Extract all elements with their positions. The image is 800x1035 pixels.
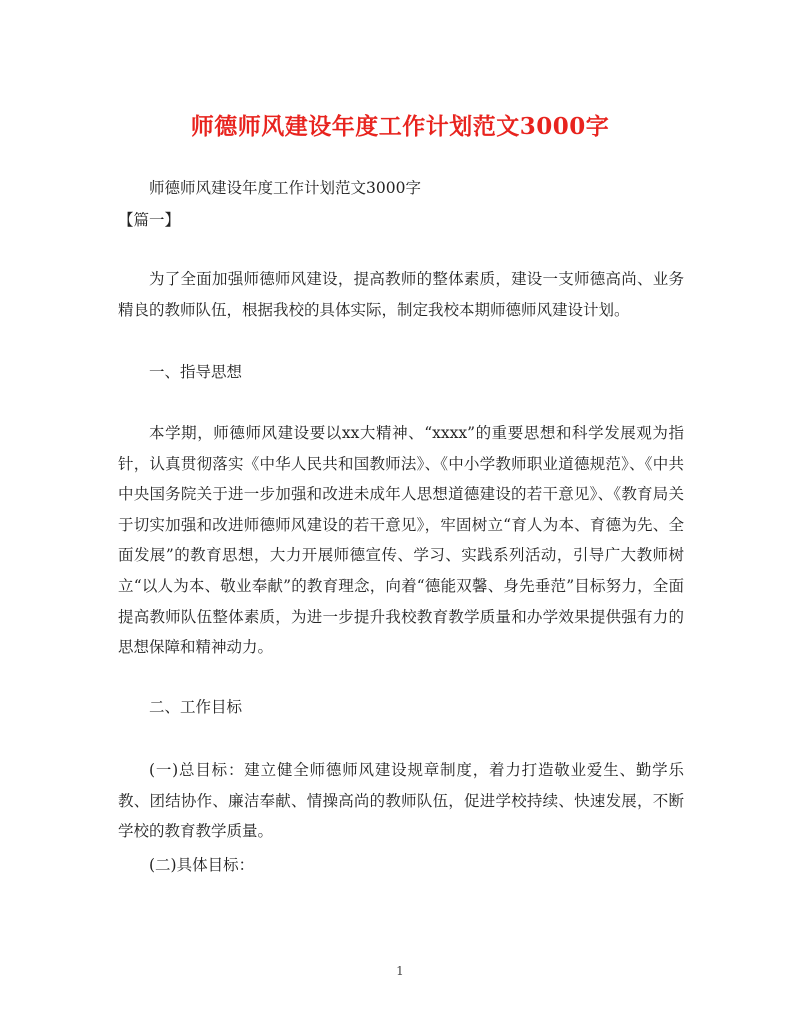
- guiding-thought-paragraph: 本学期，师德师风建设要以xx大精神、“xxxx”的重要思想和科学发展观为指针，认真贯彻落实《中华人民共和国教师法》、《中小学教师职业道德规范》、《中共中央国务院关于进一步加强和改进未成年人思想道德建设的若干意见》、《教育局关于切实加强和改进师德师风建设的若干意见》，牢固树立“育人为本、育德为先、全面发展”的教育思想，大力开展师德宣传、学习、实践系列活动，引导广大教师树立“以人为本、敬业奉献”的教育理念，向着“德能双馨、身先垂范”目标努力，全面提高教师队伍整体素质，为进一步提升我校教育教学质量和办学效果提供强有力的思想保障和精神动力。: [118, 424, 684, 657]
- document-title: 师德师风建设年度工作计划范文3000字: [190, 113, 610, 140]
- intro-paragraph: 为了全面加强师德师风建设，提高教师的整体素质，建设一支师德高尚、业务精良的教师队伍，根据我校的具体实际，制定我校本期师德师风建设计划。: [118, 270, 684, 319]
- overall-goal-paragraph: (一)总目标：建立健全师德师风建设规章制度，着力打造敬业爱生、勤学乐教、团结协作、廉洁奉献、情操高尚的教师队伍，促进学校持续、快速发展，不断学校的教育教学质量。: [118, 761, 684, 841]
- section-tag: 【篇一】: [118, 211, 181, 229]
- specific-goal-heading: (二)具体目标：: [149, 856, 255, 874]
- document-subtitle: 师德师风建设年度工作计划范文3000字: [149, 179, 421, 197]
- heading-guiding-thought: 一、指导思想: [149, 363, 243, 381]
- page-number: 1: [396, 964, 404, 978]
- heading-work-goals: 二、工作目标: [149, 698, 243, 716]
